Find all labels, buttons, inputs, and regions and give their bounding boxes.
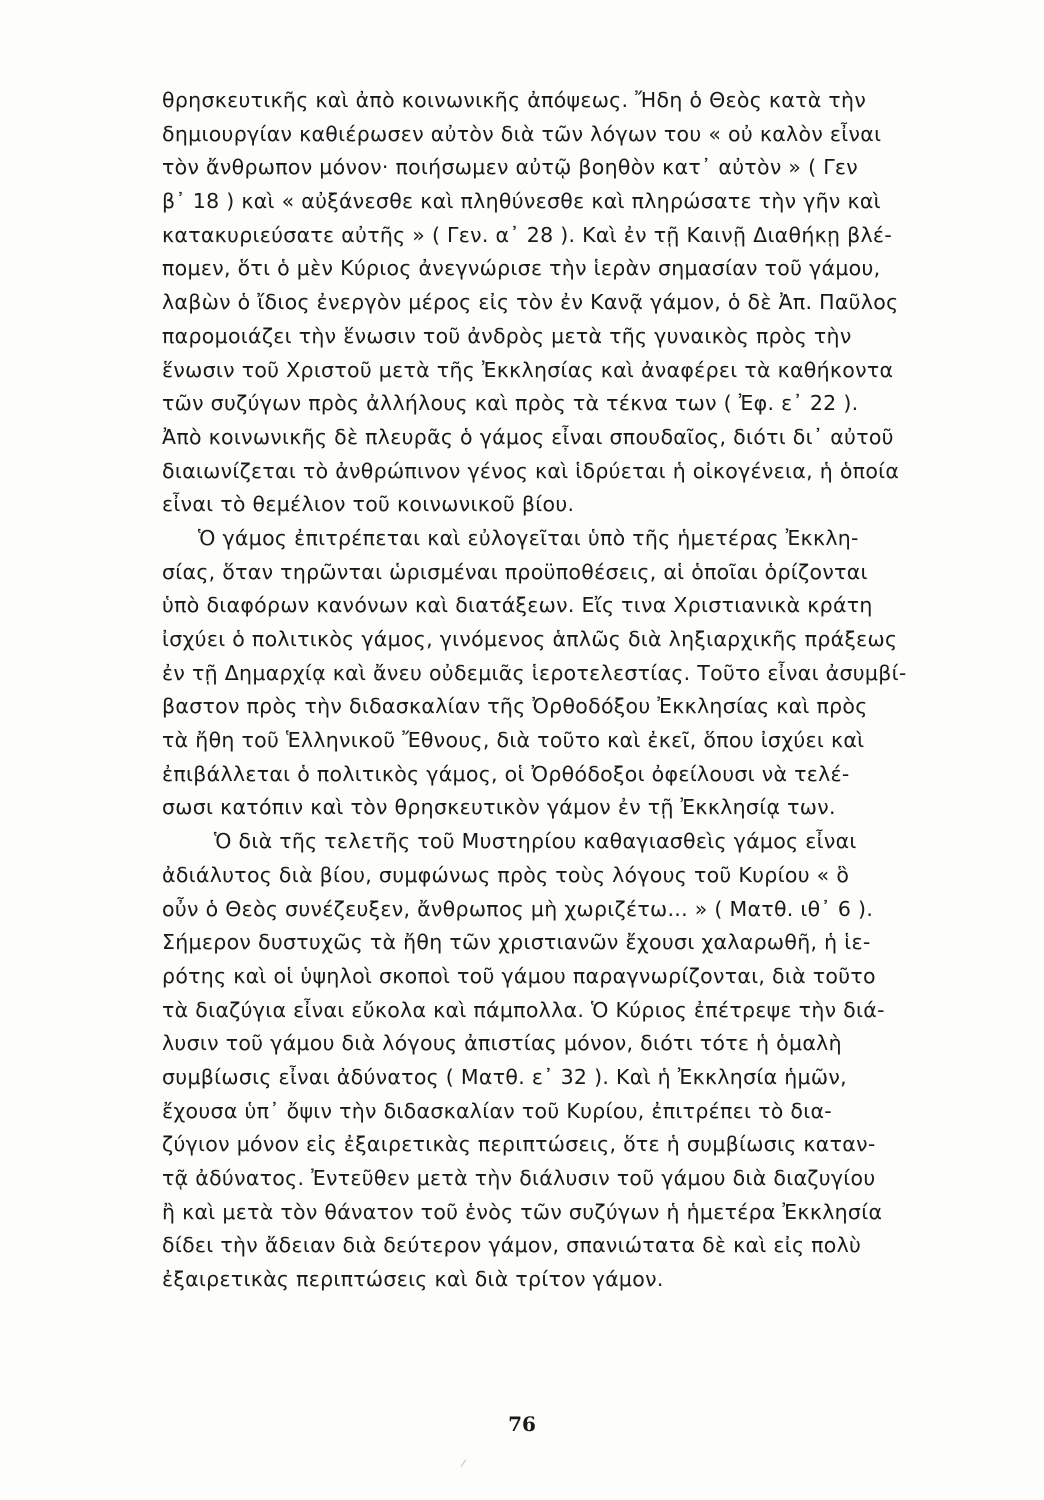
text-line: εἶναι τὸ θεμέλιον τοῦ κοινωνικοῦ βίου. [162, 492, 575, 517]
text-line: βαστον πρὸς τὴν διδασκαλίαν τῆς Ὀρθοδόξου Ἐκκλησίας καὶ πρὸς [162, 694, 868, 719]
text-line: ὑπὸ διαφόρων κανόνων καὶ διατάξεων. Εἴς τινα Χριστιανικὰ κράτη [162, 593, 873, 618]
text-line: Ὁ διὰ τῆς τελετῆς τοῦ Μυστηρίου καθαγιασθεὶς γάμος εἶναι [214, 829, 857, 854]
text-line: τᾷ ἀδύνατος. Ἐντεῦθεν μετὰ τὴν διάλυσιν τοῦ γάμου διὰ διαζυγίου [162, 1166, 876, 1190]
body-text [162, 84, 1022, 1297]
text-line: τὰ ἤθη τοῦ Ἑλληνικοῦ Ἔθνους, διὰ τοῦτο καὶ ἐκεῖ, ὅπου ἰσχύει καὶ [162, 728, 865, 753]
text-line: συμβίωσις εἶναι ἀδύνατος ( Ματθ. ε᾽ 32 ). Καὶ ἡ Ἐκκλησία ἡμῶν, [162, 1064, 847, 1089]
text-line: ρότης καὶ οἱ ὑψηλοὶ σκοποὶ τοῦ γάμου παραγνωρίζονται, διὰ τοῦτο [162, 963, 876, 988]
text-line: ἢ καὶ μετὰ τὸν θάνατον τοῦ ἑνὸς τῶν συζύγων ἡ ἡμετέρα Ἐκκλησία [162, 1199, 883, 1224]
text-line: ἔχουσα ὑπ᾽ ὄψιν τὴν διδασκαλίαν τοῦ Κυρίου, ἐπιτρέπει τὸ δια- [162, 1098, 832, 1123]
scan-mark [461, 1460, 475, 1473]
text-line: σίας, ὅταν τηρῶνται ὡρισμέναι προϋποθέσεις, αἱ ὁποῖαι ὁρίζονται [162, 559, 868, 584]
text-line: ἰσχύει ὁ πολιτικὸς γάμος, γινόμενος ἁπλῶς διὰ ληξιαρχικῆς πράξεως [162, 627, 898, 651]
text-line: Ἀπὸ κοινωνικῆς δὲ πλευρᾶς ὁ γάμος εἶναι σπουδαῖος, διότι δι᾽ αὐτοῦ [162, 424, 894, 449]
text-line: θρησκευτικῆς καὶ ἀπὸ κοινωνικῆς ἀπόψεως. Ἤδη ὁ Θεὸς κατὰ τὴν [162, 88, 867, 112]
text-line: παρομοιάζει τὴν ἕνωσιν τοῦ ἀνδρὸς μετὰ τῆς γυναικὸς πρὸς τὴν [162, 323, 852, 348]
text-line: τῶν συζύγων πρὸς ἀλλήλους καὶ πρὸς τὰ τέκνα των ( Ἐφ. ε᾽ 22 ). [162, 391, 859, 416]
text-line: τὰ διαζύγια εἶναι εὔκολα καὶ πάμπολλα. Ὁ Κύριος ἐπέτρεψε τὴν διά- [162, 997, 885, 1022]
text-line: λυσιν τοῦ γάμου διὰ λόγους ἀπιστίας μόνον, διότι τότε ἡ ὁμαλὴ [162, 1031, 842, 1056]
text-line: πομεν, ὅτι ὁ μὲν Κύριος ἀνεγνώρισε τὴν ἱερὰν σημασίαν τοῦ γάμου, [162, 256, 881, 281]
text-line: δημιουργίαν καθιέρωσεν αὐτὸν διὰ τῶν λόγων του « οὐ καλὸν εἶναι [162, 121, 882, 146]
text-line: τὸν ἄνθρωπον μόνον· ποιήσωμεν αὐτῷ βοηθὸν κατ᾽ αὐτὸν » ( Γεν [162, 155, 859, 180]
text-line: ἐν τῇ Δημαρχίᾳ καὶ ἄνευ οὐδεμιᾶς ἱεροτελεστίας. Τοῦτο εἶναι ἀσυμβί- [162, 660, 907, 685]
text-line: β᾽ 18 ) καὶ « αὐξάνεσθε καὶ πληθύνεσθε καὶ πληρώσατε τὴν γῆν καὶ [162, 189, 881, 214]
text-line: οὖν ὁ Θεὸς συνέζευξεν, ἄνθρωπος μὴ χωριζέτω... » ( Ματθ. ιθ᾽ 6 ). [162, 896, 874, 921]
text-line: λαβὼν ὁ ἴδιος ἐνεργὸν μέρος εἰς τὸν ἐν Κανᾷ γάμον, ὁ δὲ Ἀπ. Παῦλος [162, 290, 899, 315]
text-line: Ὁ γάμος ἐπιτρέπεται καὶ εὐλογεῖται ὑπὸ τῆς ἡμετέρας Ἐκκλη- [198, 525, 859, 550]
text-line: διαιωνίζεται τὸ ἀνθρώπινον γένος καὶ ἱδρύεται ἡ οἰκογένεια, ἡ ὁποία [162, 458, 900, 483]
text-line: ἐξαιρετικὰς περιπτώσεις καὶ διὰ τρίτον γάμον. [162, 1267, 664, 1292]
text-line: ἀδιάλυτος διὰ βίου, συμφώνως πρὸς τοὺς λόγους τοῦ Κυρίου « ὃ [162, 862, 850, 887]
text-line: σωσι κατόπιν καὶ τὸν θρησκευτικὸν γάμον ἐν τῇ Ἐκκλησίᾳ των. [162, 795, 836, 820]
text-line: ἐπιβάλλεται ὁ πολιτικὸς γάμος, οἱ Ὀρθόδοξοι ὀφείλουσι νὰ τελέ- [162, 761, 850, 786]
text-line: Σήμερον δυστυχῶς τὰ ἤθη τῶν χριστιανῶν ἔχουσι χαλαρωθῆ, ἡ ἱε- [162, 930, 871, 955]
text-line: κατακυριεύσατε αὐτῆς » ( Γεν. α᾽ 28 ). Καὶ ἐν τῇ Καινῇ Διαθήκῃ βλέ- [162, 222, 893, 247]
text-line: δίδει τὴν ἄδειαν διὰ δεύτερον γάμον, σπανιώτατα δὲ καὶ εἰς πολὺ [162, 1233, 862, 1258]
text-line: ἕνωσιν τοῦ Χριστοῦ μετὰ τῆς Ἐκκλησίας καὶ ἀναφέρει τὰ καθήκοντα [162, 357, 894, 382]
text-line: ζύγιον μόνον εἰς ἐξαιρετικὰς περιπτώσεις, ὅτε ἡ συμβίωσις καταν- [162, 1132, 876, 1157]
page-number: 76 [508, 1412, 536, 1436]
